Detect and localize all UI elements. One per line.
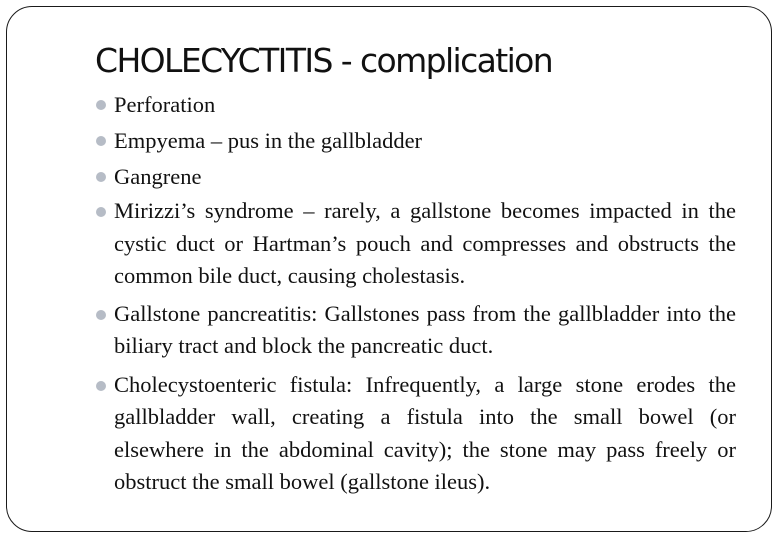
bullet-dot-icon [96,172,106,182]
bullet-dot-icon [96,381,106,391]
bullet-item-fistula [114,369,736,499]
bullet-list [114,87,736,499]
bullet-item-empyema [114,123,736,159]
bullet-text: Mirizzi’s syndrome – rarely, a gallstone becomes impacted in the cystic duct or Hartman’s pouch and compresses and obstructs the common bile duct, causing cholestasis. [114,198,736,288]
slide-frame [6,6,772,532]
bullet-item-mirizzi [114,195,736,293]
bullet-item-gangrene [114,159,736,195]
bullet-dot-icon [96,207,106,217]
bullet-text: Empyema – pus in the gallbladder [114,128,423,153]
slide-title: CHOLECYCTITIS - complication [95,41,553,80]
bullet-item-perforation [114,87,736,123]
bullet-text: Cholecystoenteric fistula: Infrequently, a large stone erodes the gallbladder wall, creating a fistula into the small bowel (or elsewhere in the abdominal cavity); the stone may pass freely or obstruct the small bowel (gallstone ileus). [114,371,736,494]
bullet-text: Perforation [114,92,216,117]
bullet-text: Gallstone pancreatitis: Gallstones pass from the gallbladder into the biliary tract and block the pancreatic duct. [114,300,736,358]
bullet-dot-icon [96,310,106,320]
bullet-item-pancreatitis [114,298,736,363]
bullet-text: Gangrene [114,164,202,189]
bullet-dot-icon [96,100,106,110]
bullet-dot-icon [96,136,106,146]
